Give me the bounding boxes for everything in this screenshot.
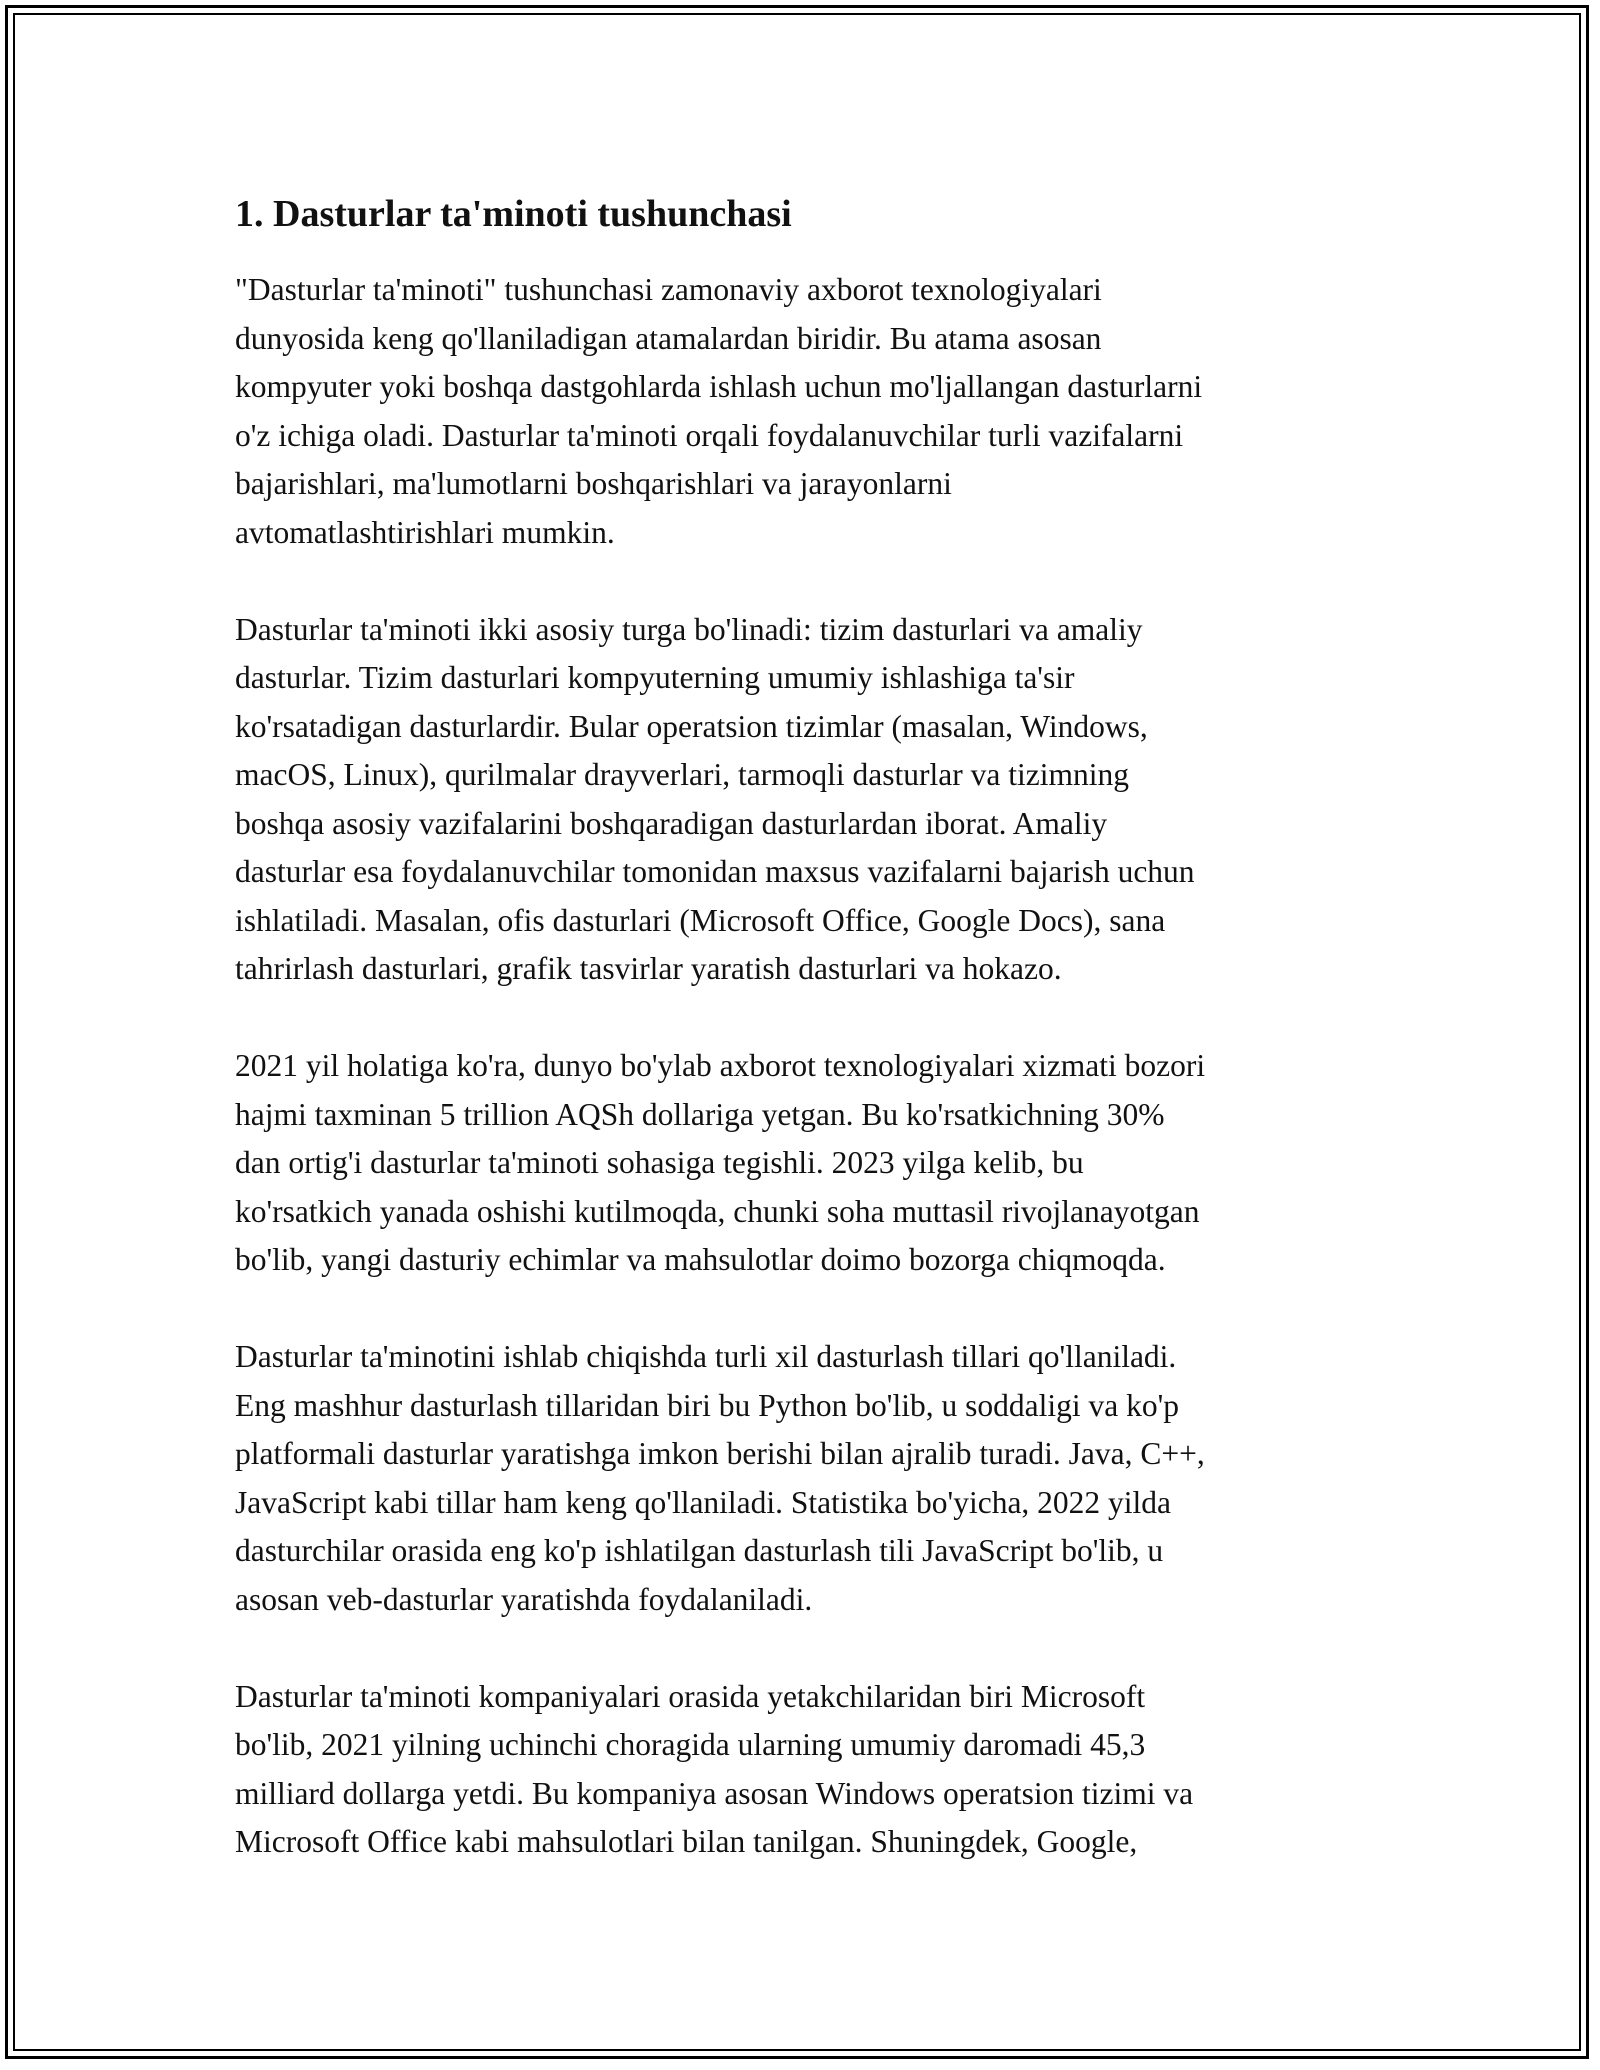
text-line: dasturlar esa foydalanuvchilar tomonidan maxsus vazifalarni bajarish uchun — [235, 854, 1195, 889]
text-line: milliard dollarga yetdi. Bu kompaniya asosan Windows operatsion tizimi va — [235, 1775, 1194, 1811]
text-line: platformali dasturlar yaratishga imkon berishi bilan ajralib turadi. Java, C++, — [235, 1436, 1205, 1471]
text-line: JavaScript kabi tillar ham keng qo'llaniladi. Statistika bo'yicha, 2022 yilda — [235, 1484, 1172, 1520]
text-line: kompyuter yoki boshqa dastgohlarda ishlash uchun mo'ljallangan dasturlarni — [235, 369, 1203, 404]
paragraph — [235, 1673, 1375, 1867]
text-line: ko'rsatadigan dasturlardir. Bular operatsion tizimlar (masalan, Windows, — [235, 708, 1148, 744]
text-line: dasturlar. Tizim dasturlari kompyuterning umumiy ishlashiga ta'sir — [235, 660, 1075, 695]
paragraph — [235, 1042, 1375, 1285]
text-line: tahrirlash dasturlari, grafik tasvirlar yaratish dasturlari va hokazo. — [235, 951, 1062, 986]
text-line: boshqa asosiy vazifalarini boshqaradigan dasturlardan iborat. Amaliy — [235, 805, 1108, 841]
text-line: "Dasturlar ta'minoti" tushunchasi zamonaviy axborot texnologiyalari — [235, 272, 1102, 307]
text-line: Dasturlar ta'minotini ishlab chiqishda turli xil dasturlash tillari qo'llaniladi. — [235, 1339, 1177, 1374]
document-body — [235, 190, 1375, 1867]
text-line: ishlatiladi. Masalan, ofis dasturlari (Microsoft Office, Google Docs), sana — [235, 902, 1166, 938]
text-line: avtomatlashtirishlari mumkin. — [235, 514, 615, 550]
paragraph — [235, 266, 1375, 557]
text-line: ko'rsatkich yanada oshishi kutilmoqda, chunki soha muttasil rivojlanayotgan — [235, 1193, 1200, 1229]
text-line: bo'lib, 2021 yilning uchinchi choragida ularning umumiy daromadi 45,3 — [235, 1727, 1146, 1762]
page-title: 1. Dasturlar ta'minoti tushunchasi — [235, 193, 792, 235]
text-line: Dasturlar ta'minoti ikki asosiy turga bo'linadi: tizim dasturlari va amaliy — [235, 611, 1143, 647]
paragraph — [235, 1333, 1375, 1624]
text-line: macOS, Linux), qurilmalar drayverlari, tarmoqli dasturlar va tizimning — [235, 757, 1129, 792]
text-line: dan ortig'i dasturlar ta'minoti sohasiga tegishli. 2023 yilga kelib, bu — [235, 1145, 1084, 1180]
text-line: dunyosida keng qo'llaniladigan atamalardan biridir. Bu atama asosan — [235, 320, 1102, 356]
text-line: Microsoft Office kabi mahsulotlari bilan tanilgan. Shuningdek, Google, — [235, 1824, 1138, 1859]
text-line: bajarishlari, ma'lumotlarni boshqarishlari va jarayonlarni — [235, 466, 952, 501]
text-line: dasturchilar orasida eng ko'p ishlatilgan dasturlash tili JavaScript bo'lib, u — [235, 1533, 1164, 1568]
paragraph-list — [235, 266, 1375, 1867]
text-line: Eng mashhur dasturlash tillaridan biri bu Python bo'lib, u soddaligi va ko'p — [235, 1387, 1180, 1423]
paragraph — [235, 606, 1375, 994]
text-line: o'z ichiga oladi. Dasturlar ta'minoti orqali foydalanuvchilar turli vazifalarni — [235, 417, 1184, 453]
text-line: asosan veb-dasturlar yaratishda foydalaniladi. — [235, 1581, 813, 1617]
text-line: bo'lib, yangi dasturiy echimlar va mahsulotlar doimo bozorga chiqmoqda. — [235, 1242, 1166, 1277]
text-line: 2021 yil holatiga ko'ra, dunyo bo'ylab axborot texnologiyalari xizmati bozori — [235, 1048, 1206, 1083]
text-line: hajmi taxminan 5 trillion AQSh dollariga yetgan. Bu ko'rsatkichning 30% — [235, 1096, 1165, 1132]
text-line: Dasturlar ta'minoti kompaniyalari orasida yetakchilaridan biri Microsoft — [235, 1678, 1146, 1714]
